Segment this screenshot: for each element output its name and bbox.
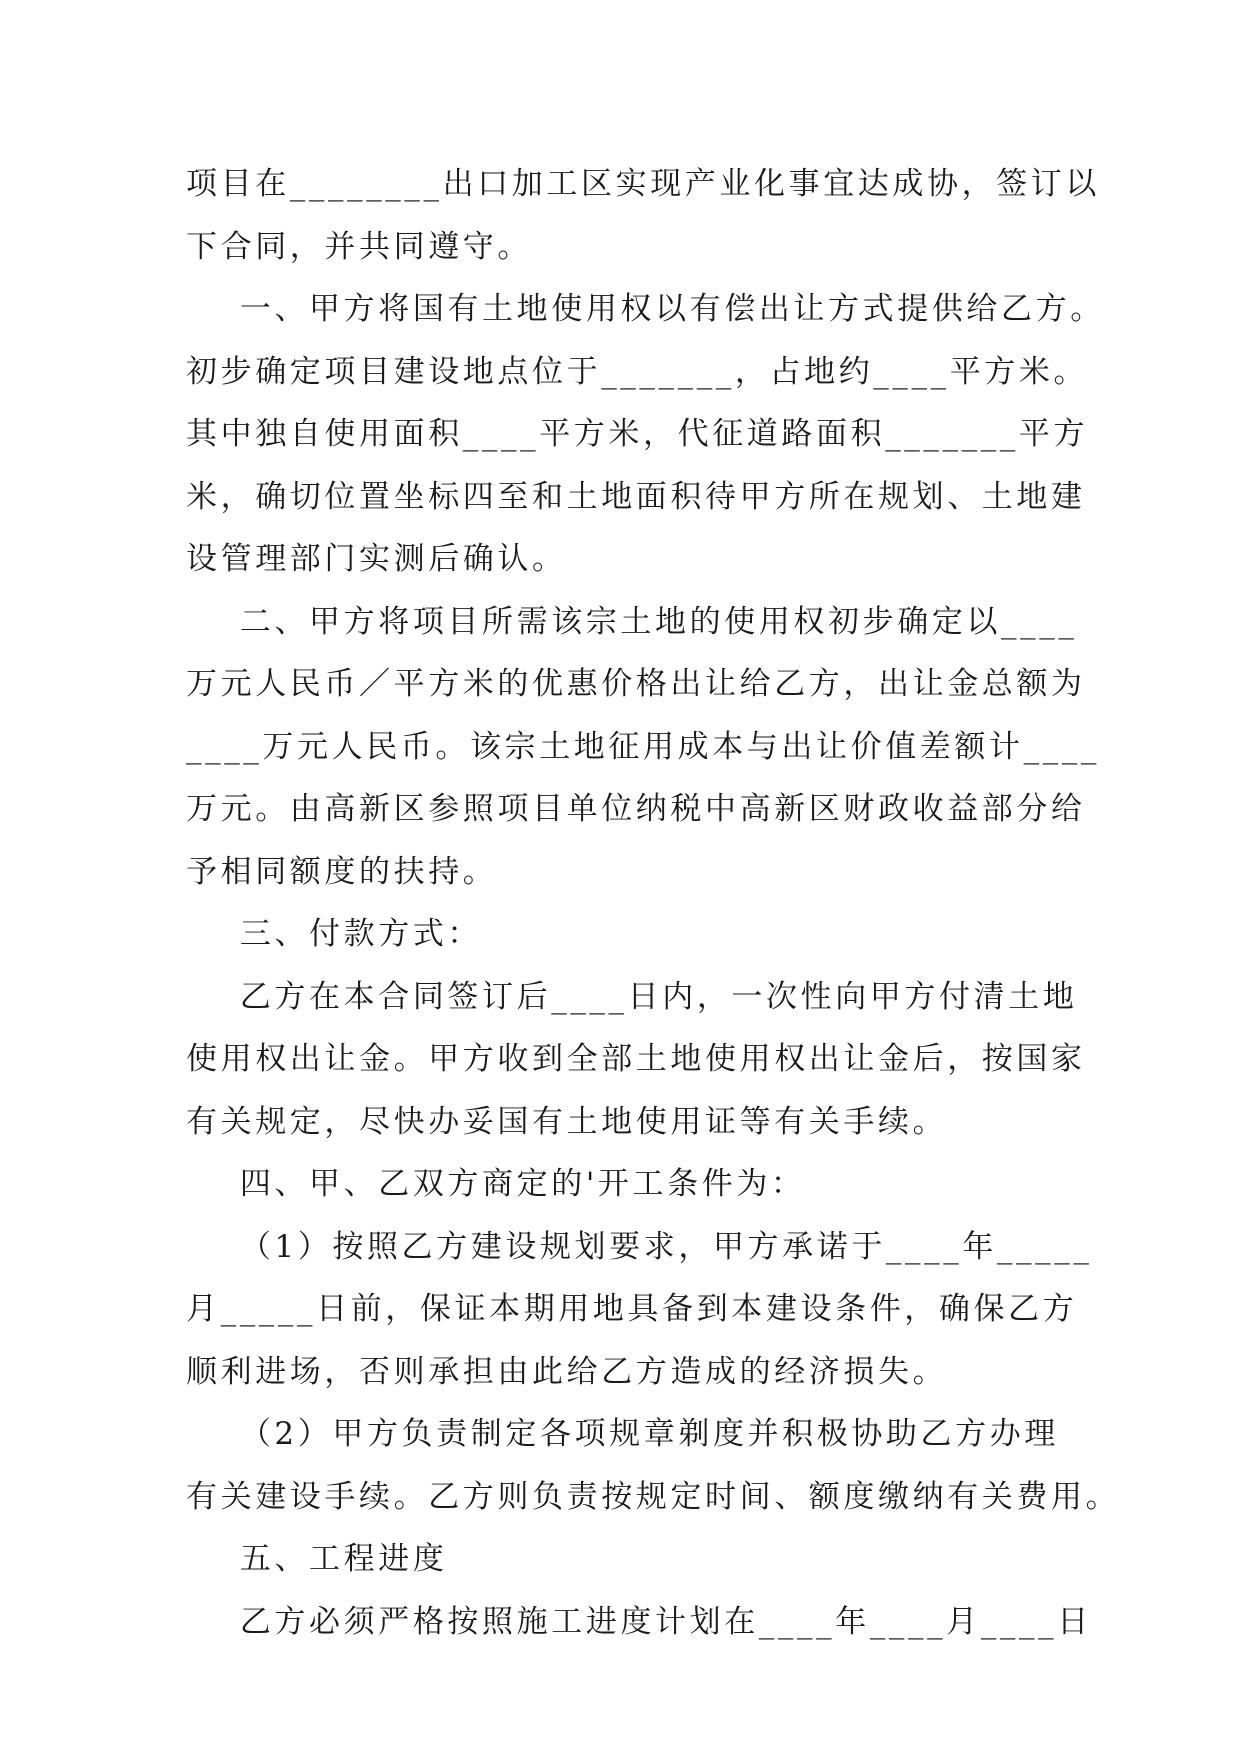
text-line: 下合同，并共同遵守。: [186, 228, 532, 265]
text-line: 一、甲方将国有土地使用权以有偿出让方式提供给乙方。: [186, 291, 1105, 327]
text-line: 万元。由高新区参照项目单位纳税中高新区财政收益部分给: [186, 791, 1086, 827]
text-line: 其中独自使用面积____平方米，代征道路面积_______平方: [186, 416, 1089, 452]
text-line: 月_____日前，保证本期用地具备到本建设条件，确保乙方: [186, 1291, 1078, 1327]
text-line: 四、甲、乙双方商定的'开工条件为：: [186, 1166, 806, 1202]
text-line: （2）甲方负责制定各项规章剃度并积极协助乙方办理: [186, 1416, 1059, 1452]
text-line: 项目在________出口加工区实现产业化事宜达成协，签订以: [186, 166, 1100, 202]
text-line: 乙方在本合同签订后____日内，一次性向甲方付清土地: [186, 978, 1078, 1015]
text-line: 顺利进场，否则承担由此给乙方造成的经济损失。: [186, 1353, 948, 1390]
text-line: 五、工程进度: [186, 1541, 448, 1577]
text-line: 使用权出让金。甲方收到全部土地使用权出让金后，按国家: [186, 1041, 1086, 1077]
text-line: 有关规定，尽快办妥国有土地使用证等有关手续。: [186, 1103, 948, 1140]
text-line: 设管理部门实测后确认。: [186, 541, 567, 577]
document-body: [186, 153, 1121, 1653]
text-line: ____万元人民币。该宗土地征用成本与出让价值差额计____: [186, 728, 1100, 765]
text-line: 乙方必须严格按照施工进度计划在____年____月____日: [186, 1603, 1092, 1640]
text-line: （1）按照乙方建设规划要求，甲方承诺于____年_____: [186, 1228, 1093, 1265]
text-line: 三、付款方式：: [186, 916, 483, 952]
text-line: 万元人民币／平方米的优惠价格出让给乙方，出让金总额为: [186, 666, 1086, 702]
text-line: 予相同额度的扶持。: [186, 853, 498, 890]
text-line: 初步确定项目建设地点位于_______，占地约____平方米。: [186, 353, 1089, 390]
text-line: 二、甲方将项目所需该宗土地的使用权初步确定以____: [186, 603, 1078, 640]
text-line: 有关建设手续。乙方则负责按规定时间、额度缴纳有关费用。: [186, 1478, 1121, 1515]
text-line: 米，确切位置坐标四至和土地面积待甲方所在规划、土地建: [186, 478, 1086, 515]
